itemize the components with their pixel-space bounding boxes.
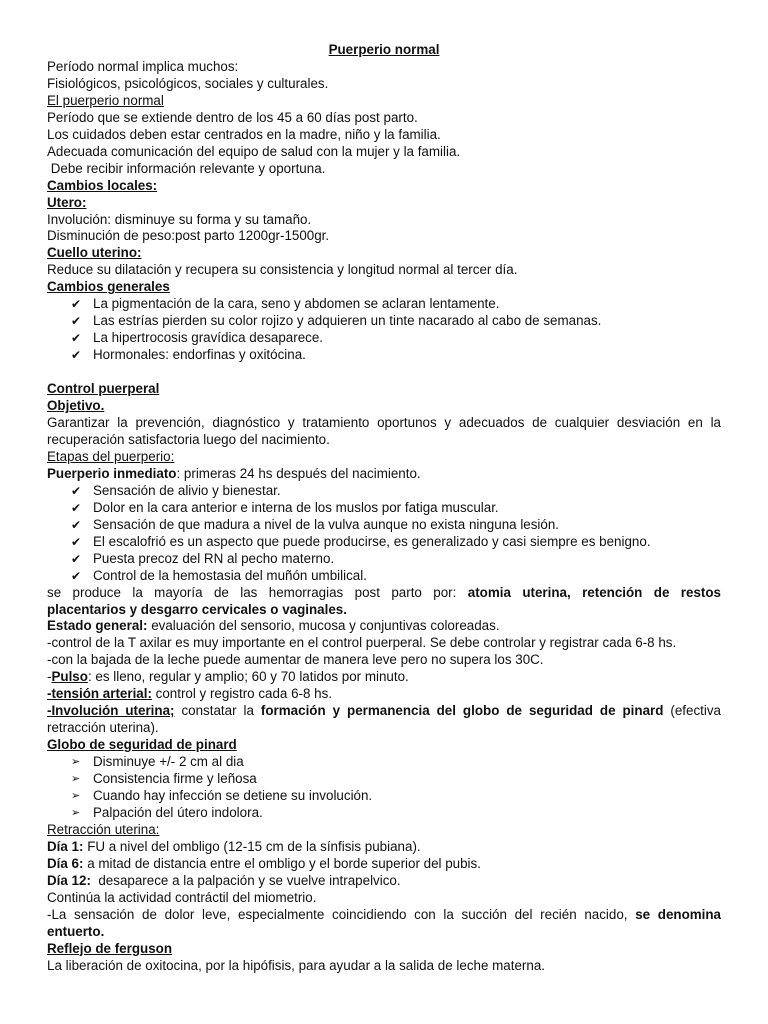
involucion-uterina-label: -Involución uterina; bbox=[47, 703, 175, 719]
list-item bbox=[47, 534, 721, 551]
puerperio-inmediato-line bbox=[47, 466, 721, 483]
arrow-bullet-icon: ➢ bbox=[71, 755, 81, 769]
list-item bbox=[47, 500, 721, 517]
section-heading-cambios-locales: Cambios locales: bbox=[47, 177, 158, 193]
section-heading-control-puerperal: Control puerperal bbox=[47, 381, 160, 397]
checkmark-icon: ✔ bbox=[71, 500, 82, 515]
arrow-bullet-icon: ➢ bbox=[71, 805, 81, 819]
checkmark-icon: ✔ bbox=[71, 551, 82, 566]
subheading-cuello-uterino: Cuello uterino: bbox=[47, 245, 142, 261]
hemorragias-line bbox=[47, 585, 721, 602]
page-title: Puerperio normal bbox=[328, 42, 440, 57]
section-heading-retraccion-uterina: Retracción uterina: bbox=[47, 821, 160, 837]
tension-arterial-line bbox=[47, 686, 721, 703]
paragraph-line: Período que se extiende dentro de los 45 a 60 días post parto. bbox=[47, 109, 418, 125]
dia-12-label: Día 12: bbox=[47, 872, 91, 888]
list-item-text: Sensación de que madura a nivel de la vulva aunque no exista ninguna lesión. bbox=[93, 516, 560, 532]
paragraph-line: Disminución de peso:post parto 1200gr-1500gr. bbox=[47, 228, 330, 244]
pulso-dash: - bbox=[47, 669, 52, 685]
checkmark-icon: ✔ bbox=[71, 517, 82, 532]
puerperio-inmediato-list bbox=[47, 483, 721, 585]
dia-1-line bbox=[47, 839, 721, 856]
paragraph-line: Garantizar la prevención, diagnóstico y tratamiento oportunos y adecuados de cualquier desviación en la bbox=[47, 415, 721, 431]
list-item bbox=[47, 805, 721, 822]
list-item-text: Control de la hemostasia del muñón umbilical. bbox=[93, 567, 367, 583]
subheading-utero: Utero: bbox=[47, 194, 87, 210]
paragraph-line: recuperación satisfactoria luego del nacimiento. bbox=[47, 431, 330, 447]
list-item-text: Las estrías pierden su color rojizo y adquieren un tinte nacarado al cabo de semanas. bbox=[93, 313, 602, 329]
arrow-bullet-icon: ➢ bbox=[71, 772, 81, 786]
checkmark-icon: ✔ bbox=[71, 314, 82, 329]
paragraph-line: La liberación de oxitocina, por la hipófisis, para ayudar a la salida de leche materna. bbox=[47, 957, 545, 973]
paragraph-line: -con la bajada de la leche puede aumentar de manera leve pero no supera los 30C. bbox=[47, 652, 544, 668]
paragraph-line: Continúa la actividad contráctil del miometrio. bbox=[47, 889, 317, 905]
paragraph-line: Debe recibir información relevante y oportuna. bbox=[47, 160, 326, 176]
entuerto-text: -La sensación de dolor leve, especialmente coincidiendo con la succión del recién nacido, bbox=[47, 906, 636, 922]
list-item bbox=[47, 313, 721, 330]
entuerto-line bbox=[47, 907, 721, 924]
paragraph-line: Involución: disminuye su forma y su tamaño. bbox=[47, 211, 312, 227]
dia-6-line bbox=[47, 856, 721, 873]
section-heading-reflejo-ferguson: Reflejo de ferguson bbox=[47, 940, 172, 956]
list-item bbox=[47, 788, 721, 805]
section-heading-puerperio-normal: El puerperio normal bbox=[47, 92, 164, 108]
list-item-text: El escalofrió es un aspecto que puede producirse, es generalizado y casi siempre es benigno. bbox=[93, 533, 651, 549]
list-item-text: Puesta precoz del RN al pecho materno. bbox=[93, 550, 335, 566]
pulso-label: Pulso bbox=[51, 669, 88, 685]
list-item-text: Hormonales: endorfinas y oxitócina. bbox=[93, 347, 306, 363]
paragraph-line: retracción uterina). bbox=[47, 720, 159, 736]
paragraph-line: Reduce su dilatación y recupera su consistencia y longitud normal al tercer día. bbox=[47, 262, 518, 278]
paragraph-line: Adecuada comunicación del equipo de salud con la mujer y la familia. bbox=[47, 143, 461, 159]
checkmark-icon: ✔ bbox=[71, 297, 82, 312]
dia-6-text: a mitad de distancia entre el ombligo y el borde superior del pubis. bbox=[83, 855, 481, 871]
estado-general-label: Estado general: bbox=[47, 618, 148, 634]
hemorragias-line-2: placentarios y desgarro cervicales o vaginales. bbox=[47, 601, 347, 617]
cambios-generales-list bbox=[47, 296, 721, 364]
checkmark-icon: ✔ bbox=[71, 348, 82, 363]
paragraph-line: Los cuidados deben estar centrados en la madre, niño y la familia. bbox=[47, 126, 441, 142]
subheading-etapas: Etapas del puerperio: bbox=[47, 448, 175, 464]
subheading-objetivo: Objetivo. bbox=[47, 398, 105, 414]
list-item bbox=[47, 771, 721, 788]
checkmark-icon: ✔ bbox=[71, 534, 82, 549]
hemorragias-text: se produce la mayoría de las hemorragias post parto por: bbox=[47, 584, 468, 600]
list-item-text: Palpación del útero indolora. bbox=[93, 804, 263, 820]
paragraph-line: -control de la T axilar es muy importante en el control puerperal. Se debe controlar y registrar cada 6-8 hs. bbox=[47, 635, 677, 651]
list-item-text: La hipertrocosis gravídica desaparece. bbox=[93, 330, 324, 346]
list-item-text: Disminuye +/- 2 cm al dia bbox=[93, 754, 244, 770]
section-heading-globo-pinard: Globo de seguridad de pinard bbox=[47, 737, 237, 753]
dia-12-text: desaparece a la palpación y se vuelve intrapelvico. bbox=[90, 872, 401, 888]
list-item-text: Sensación de alivio y bienestar. bbox=[93, 482, 281, 498]
list-item bbox=[47, 568, 721, 585]
list-item-text: Cuando hay infección se detiene su involución. bbox=[93, 787, 373, 803]
estado-general-line bbox=[47, 618, 721, 635]
tension-arterial-label: -tensión arterial: bbox=[47, 686, 152, 702]
checkmark-icon: ✔ bbox=[71, 331, 82, 346]
puerperio-inmediato-text: : primeras 24 hs después del nacimiento. bbox=[176, 465, 421, 481]
list-item bbox=[47, 347, 721, 364]
list-item-text: La pigmentación de la cara, seno y abdomen se aclaran lentamente. bbox=[93, 296, 500, 312]
list-item bbox=[47, 754, 721, 771]
checkmark-icon: ✔ bbox=[71, 568, 82, 583]
involucion-uterina-line bbox=[47, 703, 721, 720]
checkmark-icon: ✔ bbox=[71, 483, 82, 498]
pulso-text: : es lleno, regular y amplio; 60 y 70 latidos por minuto. bbox=[87, 669, 409, 685]
estado-general-text: evaluación del sensorio, mucosa y conjuntivas coloreadas. bbox=[147, 618, 500, 634]
globo-pinard-list bbox=[47, 754, 721, 822]
list-item bbox=[47, 483, 721, 500]
blank-line bbox=[47, 364, 721, 381]
list-item bbox=[47, 330, 721, 347]
dia-6-label: Día 6: bbox=[47, 855, 84, 871]
list-item-text: Consistencia firme y leñosa bbox=[93, 771, 257, 787]
hemorragias-bold: atomia uterina, retención de restos bbox=[467, 584, 721, 600]
tension-arterial-text: control y registro cada 6-8 hs. bbox=[151, 686, 333, 702]
involucion-uterina-text: constatar la bbox=[174, 703, 261, 719]
dia-1-text: FU a nivel del ombligo (12-15 cm de la sínfisis pubiana). bbox=[83, 838, 421, 854]
entuerto-line-2: entuerto. bbox=[47, 923, 105, 939]
involucion-uterina-post: (efectiva bbox=[663, 703, 721, 719]
involucion-uterina-bold: formación y permanencia del globo de seguridad de pinard bbox=[260, 703, 664, 719]
intro-line: Período normal implica muchos: bbox=[47, 58, 239, 74]
arrow-bullet-icon: ➢ bbox=[71, 788, 81, 802]
list-item bbox=[47, 517, 721, 534]
dia-12-line bbox=[47, 873, 721, 890]
pulso-line bbox=[47, 669, 721, 686]
dia-1-label: Día 1: bbox=[47, 838, 84, 854]
entuerto-bold: se denomina bbox=[635, 906, 722, 922]
list-item-text: Dolor en la cara anterior e interna de los muslos por fatiga muscular. bbox=[93, 499, 499, 515]
list-item bbox=[47, 296, 721, 313]
list-item bbox=[47, 551, 721, 568]
section-heading-cambios-generales: Cambios generales bbox=[47, 279, 170, 295]
puerperio-inmediato-label: Puerperio inmediato bbox=[47, 465, 177, 481]
intro-line: Fisiológicos, psicológicos, sociales y culturales. bbox=[47, 75, 329, 91]
